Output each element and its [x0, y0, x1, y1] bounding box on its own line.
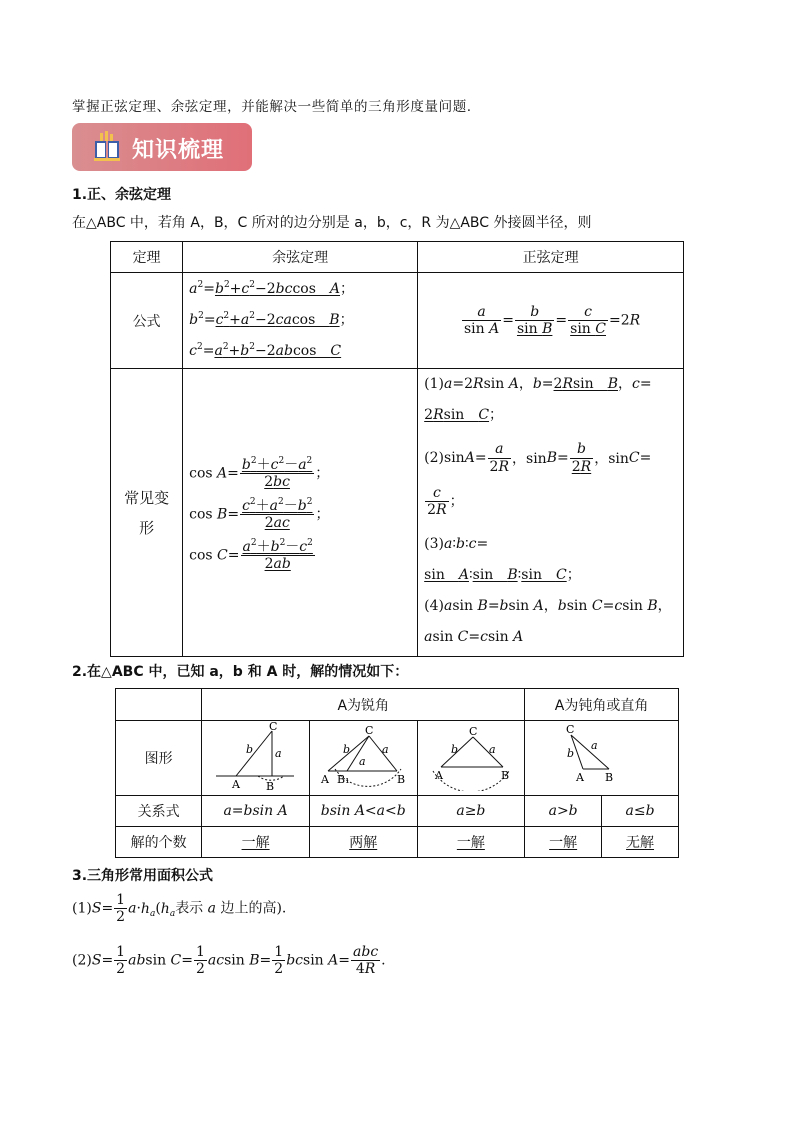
- count-4: 一解: [549, 835, 578, 851]
- relation-2: bsin A<a<b: [309, 796, 417, 827]
- triangle-obtuse-figure: [547, 721, 657, 791]
- svg-text:A: A: [231, 778, 240, 791]
- cosine-formula-c: $c^2=a^2+b^2-2abcos$ C: [189, 342, 342, 359]
- area-formula-2: (2)S= $\frac{1}{2}$ absin C= $\frac{1}{2}$ acsin B= $\frac{1}{2}$ bcsin A= $\frac{\text{abc}}{4R}$ .: [72, 944, 386, 978]
- svg-text:B: B: [265, 780, 274, 791]
- sine-variant-4b: asin C=csin A: [424, 629, 524, 645]
- cosine-variants: [183, 369, 418, 657]
- sine-formula: $\frac{a}{\text{sin A}}$ = $\frac{b}{\text{sin B}}$ = $\frac{c}{\text{sin C}}$ =2R: [418, 273, 684, 369]
- row-relation-label: 关系式: [116, 796, 202, 827]
- cosine-formula-b: $b^2=c^2+a^2-2cacos$ B；: [189, 311, 354, 328]
- header-sine: 正弦定理: [418, 242, 684, 273]
- svg-text:B: B: [604, 771, 613, 784]
- cosine-formula-a: $a^2=b^2+c^2-2bccos$ A；: [189, 280, 355, 297]
- intro-text: 掌握正弦定理、余弦定理，并能解决一些简单的三角形度量问题.: [72, 99, 472, 115]
- cos-c-variant: cos C= $\frac{a^2+b^2-c^2}{2ab}$: [189, 538, 313, 573]
- row-count-label: 解的个数: [116, 827, 202, 858]
- section-banner: [72, 123, 252, 171]
- solutions-table: [115, 688, 679, 858]
- svg-text:C: C: [468, 725, 478, 738]
- triangle-two-solutions-figure: [313, 721, 413, 791]
- sine-variant-1a: (1)a=2Rsin A，b=2Rsin B，c=: [424, 376, 652, 392]
- relation-1: a=bsin A: [202, 796, 310, 827]
- figure-obtuse: [525, 721, 679, 796]
- cos-a-variant: cos A= $\frac{b^2+c^2-a^2}{2bc}$ ；: [189, 455, 330, 490]
- section3-heading: 3.三角形常用面积公式: [72, 868, 214, 884]
- count-3: 一解: [456, 835, 485, 851]
- svg-text:A: A: [434, 769, 443, 782]
- book-icon: [92, 131, 122, 163]
- svg-text:A: A: [321, 773, 330, 786]
- svg-text:C: C: [365, 724, 374, 737]
- figure-two-solutions: [309, 721, 417, 796]
- section1-sentence: 在△ABC 中，若角 A，B，C 所对的边分别是 a，b，c，R 为△ABC 外接圆半径，则: [72, 215, 592, 231]
- section2-heading: 2.在△ABC 中，已知 a，b 和 A 时，解的情况如下：: [72, 664, 409, 680]
- header-theorem: 定理: [111, 242, 183, 273]
- sine-variant-3b: sin A∶sin B∶sin C；: [424, 567, 581, 583]
- relation-4: a>b: [525, 796, 602, 827]
- count-2: 两解: [349, 835, 378, 851]
- svg-text:B: B: [500, 769, 509, 782]
- obtuse-header: A为钝角或直角: [525, 689, 679, 721]
- relation-3: a≥b: [417, 796, 525, 827]
- count-5: 无解: [626, 835, 655, 851]
- svg-text:A: A: [575, 771, 584, 784]
- acute-header: A为锐角: [202, 689, 525, 721]
- svg-text:a: a: [488, 743, 496, 756]
- svg-text:a: a: [274, 747, 282, 760]
- svg-text:b: b: [566, 747, 574, 760]
- area-formula-1: (1)S= $\frac{1}{2}$ $a\cdot h_a(h_a$表示 a 边上的高).: [72, 892, 287, 926]
- sine-variant-2: (2)sin A = $\frac{a}{2R}$ ，sin B = $\frac{b}{2R}$ ，sin C =: [424, 441, 652, 475]
- svg-text:a: a: [359, 755, 366, 768]
- row-variant-label: 常见变 形: [111, 369, 183, 657]
- corner-cell: [116, 689, 202, 721]
- cos-b-variant: cos B= $\frac{c^2+a^2-b^2}{2ac}$ ；: [189, 496, 330, 531]
- relation-5: a≤b: [602, 796, 679, 827]
- figure-one-ge: [417, 721, 525, 796]
- sine-variants: [418, 369, 684, 657]
- svg-text:b: b: [450, 743, 458, 756]
- svg-text:a: a: [382, 743, 389, 756]
- theorem-table: [110, 241, 684, 657]
- sine-variant-4a: (4)asin B=bsin A，bsin C=csin B，: [424, 598, 672, 614]
- sine-variant-1b: 2Rsin C；: [424, 407, 504, 423]
- row-formula-label: 公式: [111, 273, 183, 369]
- svg-text:B: B: [397, 773, 406, 786]
- svg-text:b: b: [343, 743, 351, 756]
- sine-variant-2c: $\frac{c}{2R}$ ；: [427, 485, 464, 519]
- sine-variant-3a: (3)a∶b∶c=: [424, 536, 489, 552]
- triangle-ge-figure: [421, 721, 521, 791]
- count-1: 一解: [241, 835, 270, 851]
- svg-text:B₁: B₁: [337, 773, 350, 786]
- row-figure-label: 图形: [116, 721, 202, 796]
- section1-heading: 1.正、余弦定理: [72, 187, 172, 203]
- header-cosine: 余弦定理: [183, 242, 418, 273]
- svg-text:b: b: [245, 743, 253, 756]
- cosine-formulas: [183, 273, 418, 369]
- triangle-right-figure: [206, 721, 306, 791]
- svg-text:a: a: [590, 739, 598, 752]
- figure-one-right: [202, 721, 310, 796]
- svg-text:C: C: [268, 721, 277, 733]
- banner-title: 知识梳理: [132, 138, 225, 163]
- svg-text:C: C: [565, 723, 575, 736]
